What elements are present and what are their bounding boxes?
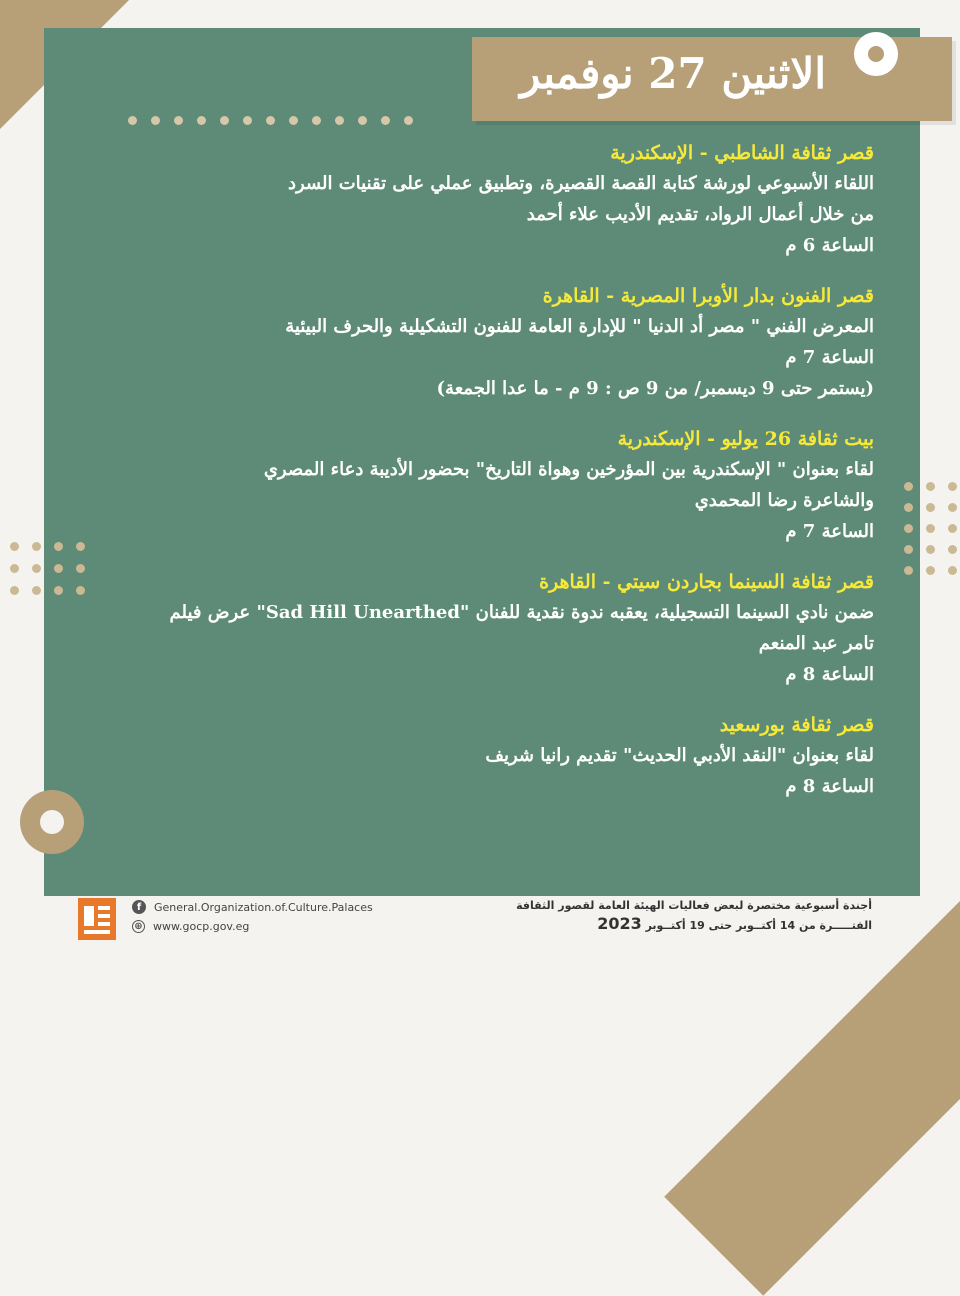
website-contact[interactable]: [132, 920, 249, 933]
event-venue: قصر ثقافة بورسعيد: [719, 714, 874, 736]
agenda-title: أجندة أسبوعية مختصرة لبعض فعاليات الهيئة العامة لقصور الثقافة: [516, 899, 872, 912]
facebook-contact[interactable]: [132, 900, 373, 914]
event-line: اللقاء الأسبوعي لورشة كتابة القصة القصيرة، وتطبيق عملي على تقنيات السرد: [287, 173, 874, 194]
event-line: ضمن نادي السينما التسجيلية، يعقبه ندوة نقدية للفنان "Sad Hill Unearthed" عرض فيلم: [169, 602, 874, 623]
website-link[interactable]: www.gocp.gov.eg: [153, 920, 250, 933]
event-line: والشاعرة رضا المحمدي: [694, 490, 874, 511]
event-time: الساعة 6 م: [785, 235, 874, 256]
event-venue: قصر الفنون بدار الأوبرا المصرية - القاهرة: [542, 285, 874, 307]
dot-row-decoration: [128, 116, 413, 125]
event-line: لقاء بعنوان "النقد الأدبي الحديث" تقديم رانيا شريف: [485, 745, 874, 766]
event-item: [34, 567, 874, 690]
agenda-footer: [516, 898, 872, 936]
globe-icon: ⊕: [132, 920, 145, 933]
event-line: تامر عبد المنعم: [758, 633, 874, 654]
event-time: الساعة 7 م: [785, 521, 874, 542]
organization-logo: [78, 898, 116, 940]
event-line: المعرض الفني " مصر أد الدنيا " للإدارة العامة للفنون التشكيلية والحرف البيئية: [285, 316, 874, 337]
event-item: [34, 281, 874, 404]
period-year: 2023: [597, 914, 642, 933]
events-list: [34, 138, 874, 822]
event-item: [34, 424, 874, 547]
dot-grid-right: [904, 482, 957, 575]
event-note: (يستمر حتى 9 ديسمبر/ من 9 ص : 9 م - ما عدا الجمعة): [436, 378, 874, 399]
event-venue: بيت ثقافة 26 يوليو - الإسكندرية: [617, 428, 874, 450]
event-venue: قصر ثقافة الشاطبي - الإسكندرية: [610, 142, 874, 164]
event-item: [34, 138, 874, 261]
period-dates: الفتـــــرة من 14 أكتــوبر حتى 19 أكتــوبر: [645, 919, 872, 932]
ring-decoration: [854, 32, 898, 76]
event-time: الساعة 7 م: [785, 347, 874, 368]
event-item: [34, 710, 874, 802]
facebook-icon: f: [132, 900, 146, 914]
date-title: الاثنين 27 نوفمبر: [520, 49, 826, 98]
event-line: من خلال أعمال الرواد، تقديم الأديب علاء أحمد: [526, 204, 874, 225]
agenda-period: [516, 914, 872, 936]
event-line: لقاء بعنوان " الإسكندرية بين المؤرخين وهواة التاريخ" بحضور الأديبة دعاء المصري: [263, 459, 874, 480]
event-time: الساعة 8 م: [785, 664, 874, 685]
event-venue: قصر ثقافة السينما بجاردن سيتي - القاهرة: [539, 571, 874, 593]
event-time: الساعة 8 م: [785, 776, 874, 797]
facebook-handle[interactable]: General.Organization.of.Culture.Palaces: [154, 900, 373, 914]
